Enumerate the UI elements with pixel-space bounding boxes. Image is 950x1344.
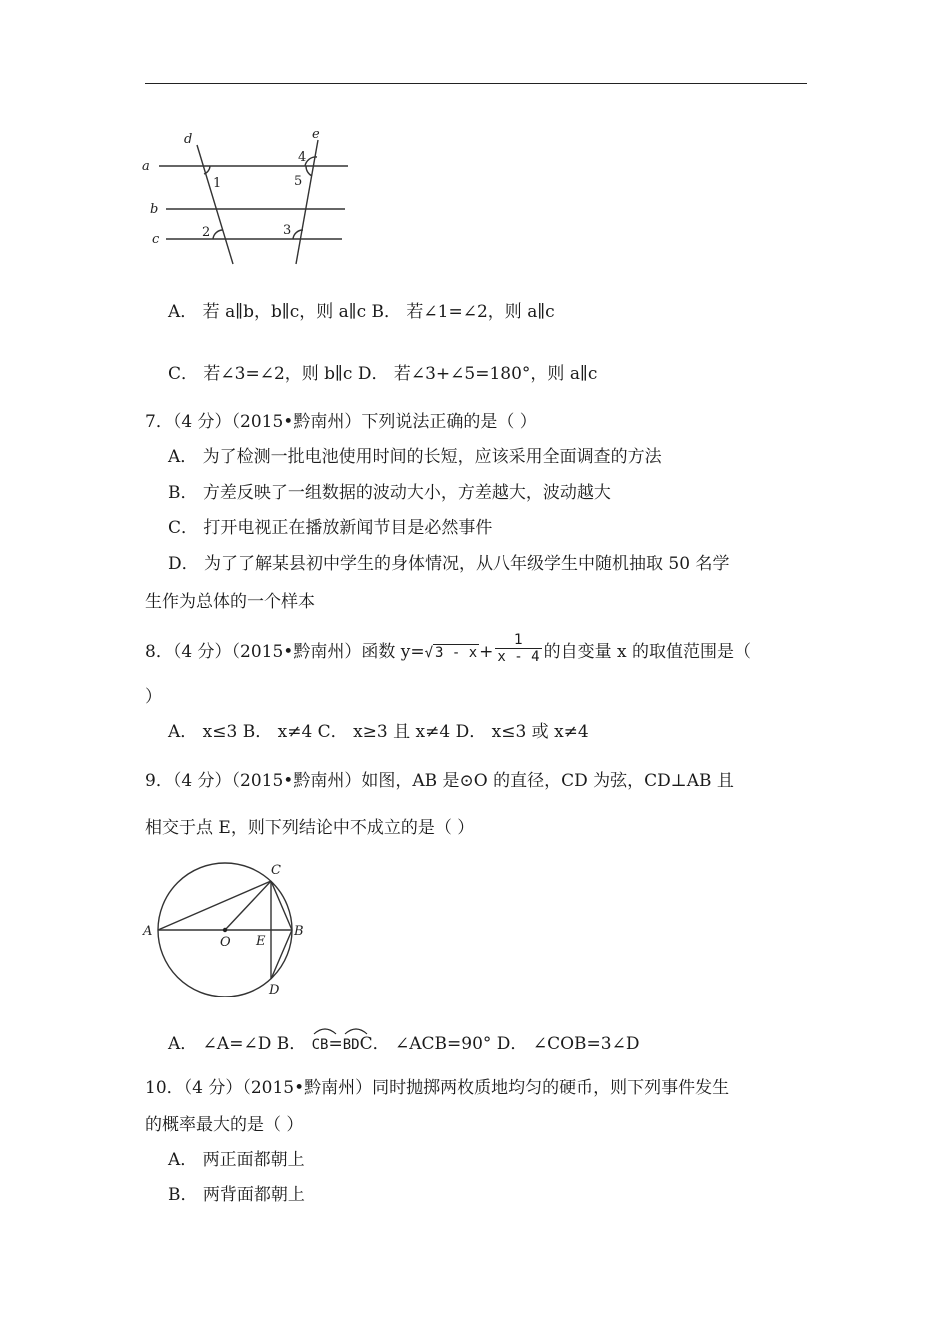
q9-stem-line1: 9．（4 分）（2015•黔南州）如图，AB 是⊙O 的直径，CD 为弦，CD⊥AB 且 [145, 771, 734, 791]
label-d: d [184, 132, 193, 147]
q7-option-a: A． 为了检测一批电池使用时间的长短，应该采用全面调查的方法 [168, 447, 662, 467]
q8-sqrt-radicand: 3 - x [435, 645, 478, 661]
q8-stem [145, 632, 751, 669]
label-e: e [312, 128, 320, 142]
q9-options [168, 1027, 639, 1057]
parallel-lines-figure [138, 128, 353, 270]
label-angle-3: 3 [283, 223, 292, 238]
q8-stem-post: 的自变量 x 的取值范围是（ [543, 642, 751, 662]
label-angle-2: 2 [202, 225, 211, 240]
q10-option-b: B． 两背面都朝上 [168, 1185, 305, 1205]
q8-plus: + [479, 642, 494, 662]
q8-stem-pre: 8．（4 分）（2015•黔南州）函数 y= [145, 642, 425, 662]
q8-stem-line2: ） [145, 687, 162, 707]
circle-figure [140, 855, 310, 997]
q8-options: A． x≤3 B． x≠4 C． x≥3 且 x≠4 D． x≤3 或 x≠4 [168, 722, 589, 742]
q10-stem-line2: 的概率最大的是（ ） [145, 1115, 304, 1135]
q9-arc-cb-label: CB [311, 1037, 329, 1053]
q9-equals: = [328, 1034, 343, 1054]
header-rule [145, 83, 807, 84]
center-point [223, 928, 227, 932]
q8-fraction [495, 632, 541, 665]
q7-option-c: C． 打开电视正在播放新闻节目是必然事件 [168, 518, 493, 538]
q9-option-a: A． ∠A=∠D B． [168, 1034, 312, 1054]
q9-stem-line2: 相交于点 E，则下列结论中不成立的是（ ） [145, 818, 475, 838]
label-O: O [220, 935, 231, 950]
label-angle-5: 5 [294, 174, 303, 189]
q10-option-a: A． 两正面都朝上 [168, 1150, 305, 1170]
q7-option-d-line1: D． 为了了解某县初中学生的身体情况，从八年级学生中随机抽取 50 名学 [168, 554, 730, 574]
radius-oc [225, 881, 271, 930]
q6-options-ab: A． 若 a∥b，b∥c，则 a∥c B． 若∠1=∠2，则 a∥c [168, 302, 555, 322]
chord-bd [271, 930, 292, 979]
q7-option-d-line2: 生作为总体的一个样本 [145, 592, 315, 612]
line-d [197, 145, 233, 264]
chord-cb [271, 881, 292, 930]
chord-ac [158, 881, 271, 930]
label-B: B [294, 924, 304, 939]
q9-options-rest: C． ∠ACB=90° D． ∠COB=3∠D [359, 1034, 640, 1054]
label-A: A [143, 924, 153, 939]
label-c: c [152, 232, 160, 247]
q8-fraction-num: 1 [514, 632, 523, 648]
q6-options-cd: C． 若∠3=∠2，则 b∥c D． 若∠3+∠5=180°，则 a∥c [168, 364, 598, 384]
q8-sqrt: √ 3 - x [424, 645, 478, 661]
q8-fraction-den: x - 4 [497, 649, 540, 665]
label-C: C [271, 863, 281, 878]
label-angle-4: 4 [298, 150, 307, 165]
q7-option-b: B． 方差反映了一组数据的波动大小，方差越大，波动越大 [168, 483, 611, 503]
q9-arc-bd [343, 1027, 360, 1057]
q9-arc-bd-label: BD [342, 1037, 360, 1053]
q7-stem: 7．（4 分）（2015•黔南州）下列说法正确的是（ ） [145, 412, 537, 432]
q10-stem-line1: 10．（4 分）（2015•黔南州）同时抛掷两枚质地均匀的硬币，则下列事件发生 [145, 1078, 730, 1098]
label-E: E [256, 934, 266, 949]
q9-arc-cb [312, 1027, 329, 1057]
label-angle-1: 1 [213, 176, 222, 191]
label-b: b [150, 202, 159, 217]
label-a: a [142, 159, 150, 174]
label-D: D [269, 983, 280, 997]
